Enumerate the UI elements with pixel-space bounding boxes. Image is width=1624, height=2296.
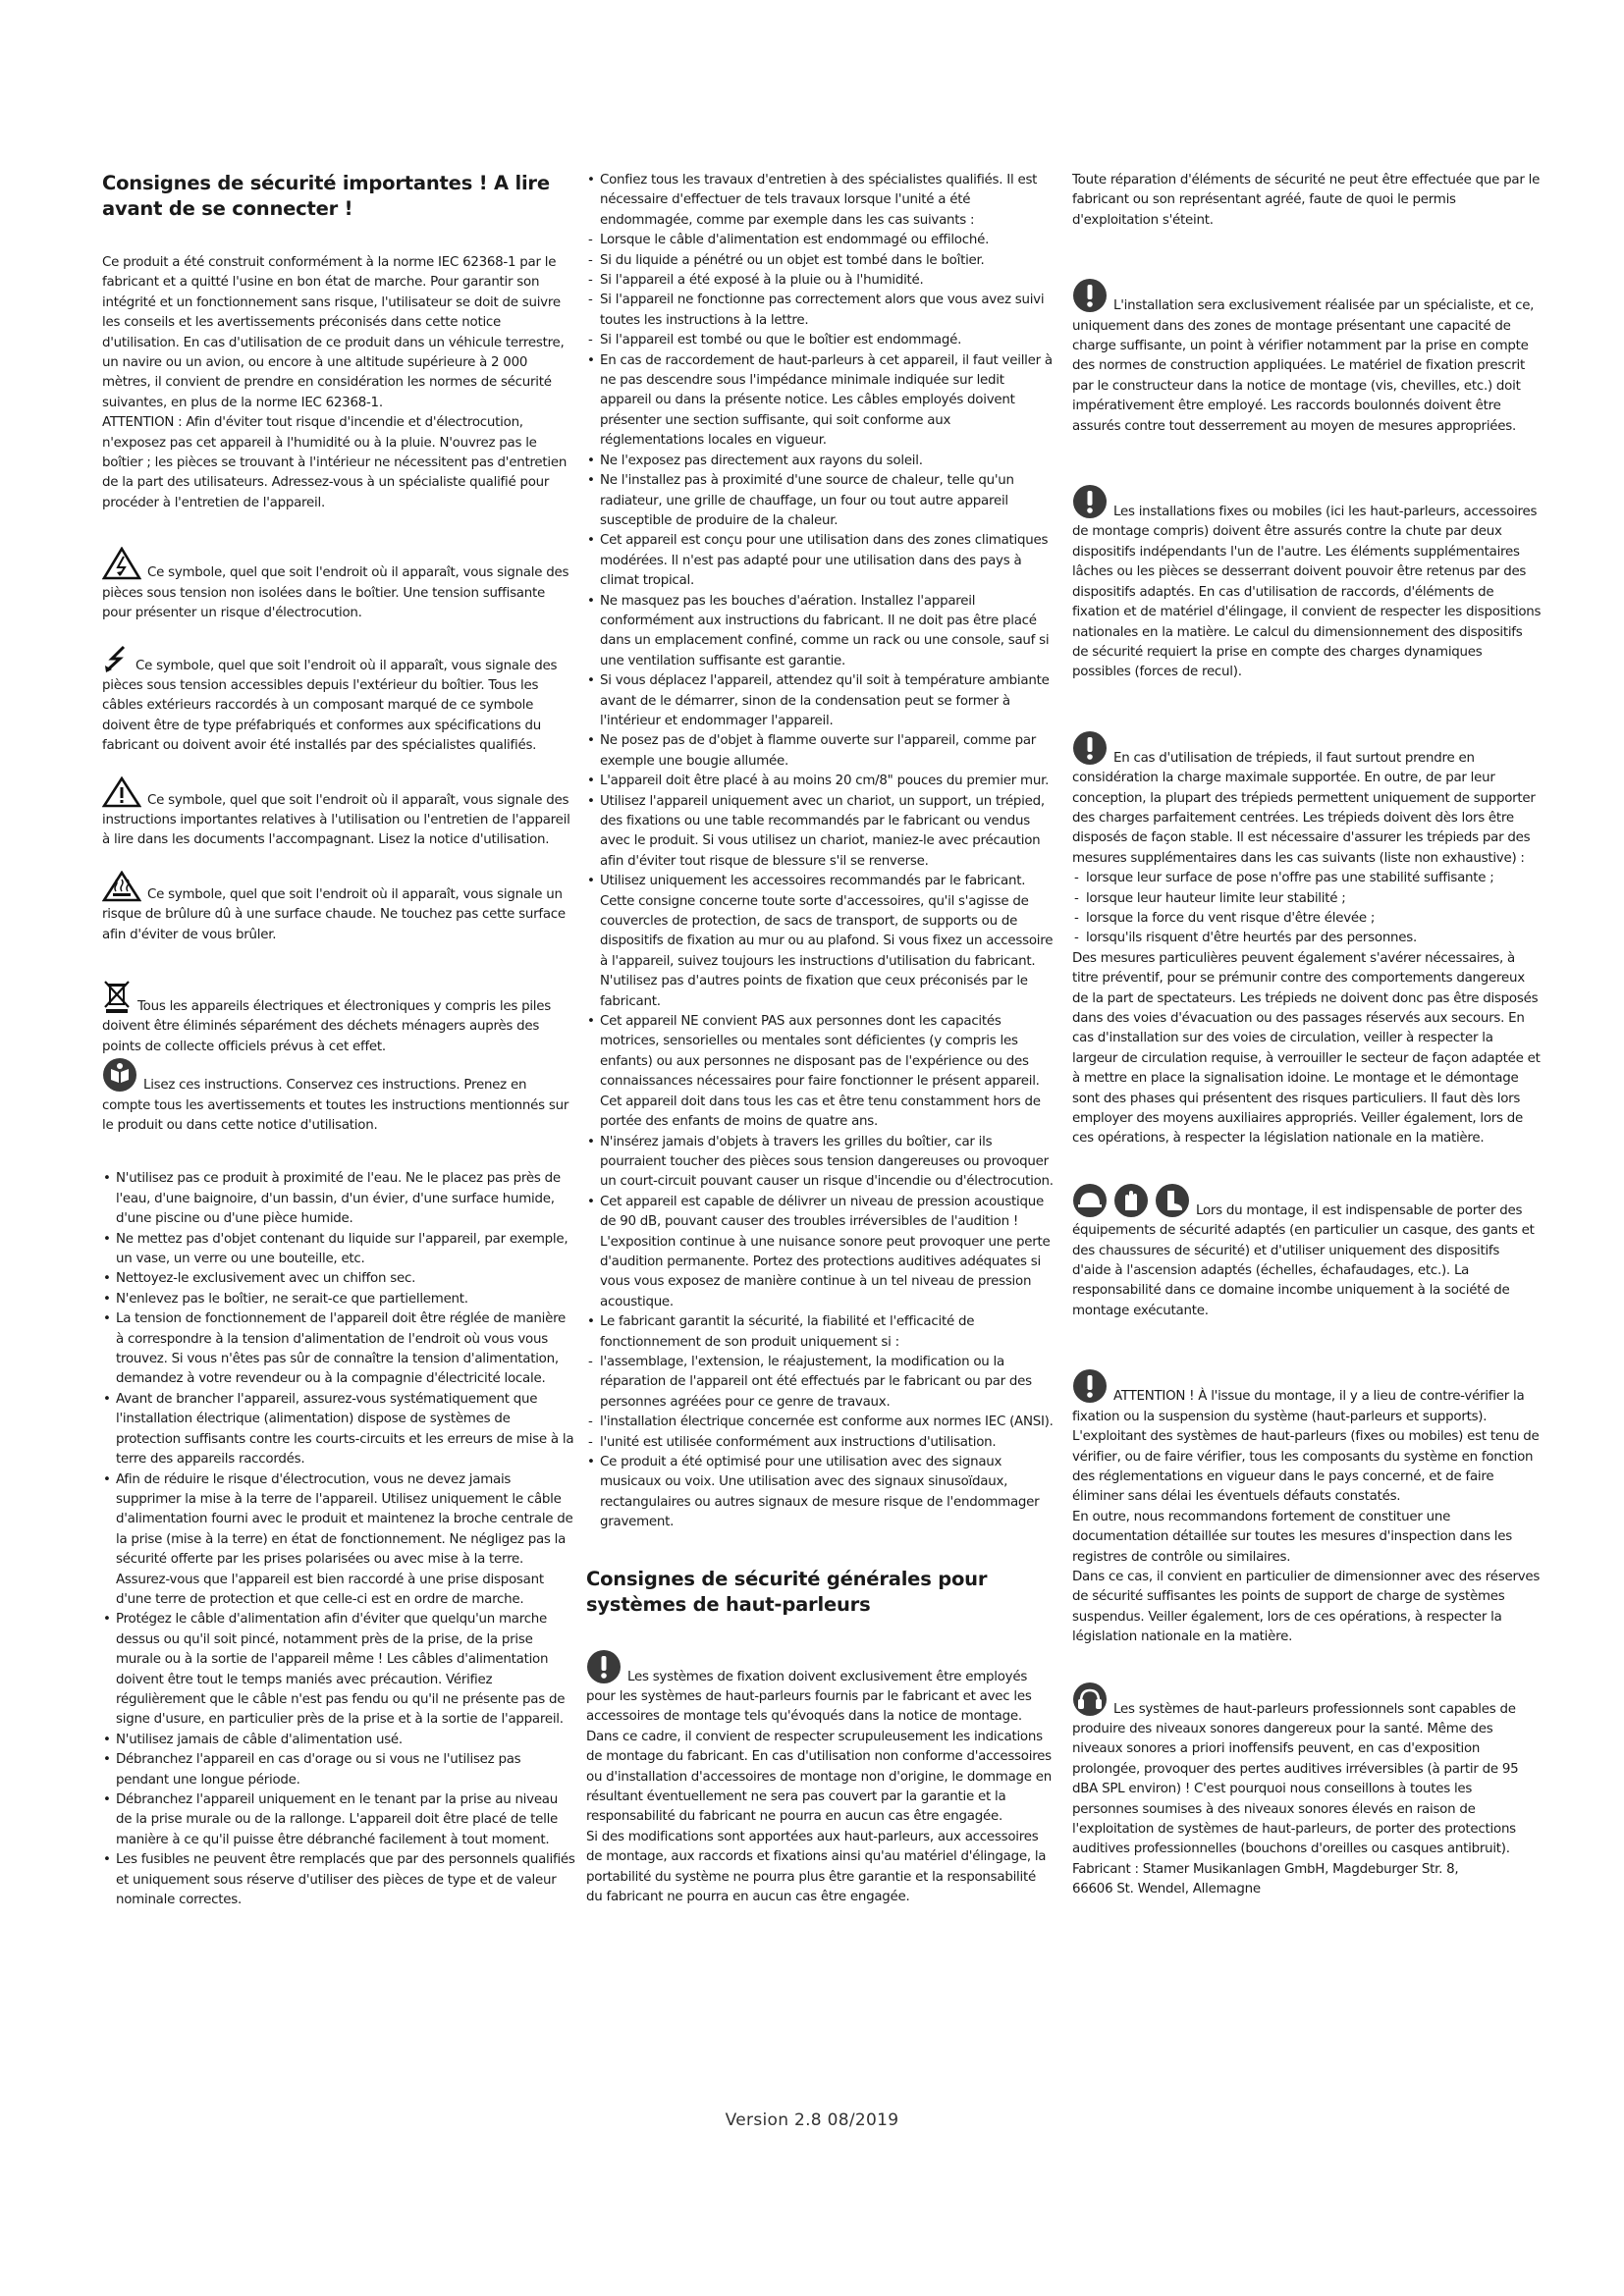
warning-circle-icon <box>1072 730 1108 766</box>
list-item: - l'assemblage, l'extension, le réajustement, la modification ou la réparation de l'appareil ont été effectués par le fabricant ou par des personnes agréées pour ce genre de travaux. <box>586 1353 1054 1413</box>
list-item: - lorsque leur hauteur limite leur stabilité ; <box>1072 889 1542 909</box>
hot-surface-icon <box>102 871 141 902</box>
list-item: • Confiez tous les travaux d'entretien à des spécialistes qualifiés. Il est nécessaire d'effectuer de tels travaux lorsque l'unité a été endommagée, comme par exemple dans les cas suivants : <box>586 171 1054 231</box>
lightning-triangle-icon <box>102 547 141 580</box>
list-item: • Avant de brancher l'appareil, assurez-vous systématiquement que l'installation électrique (alimentation) dispose de systèmes de protection suffisants contre les courts-circuits et les erreurs de mise à la terre des appareils raccordés. <box>102 1390 575 1470</box>
fixation-text: Les systèmes de fixation doivent exclusivement être employés pour les systèmes de haut-parleurs fournis par le fabricant et avec les accessoires de montage tels qu'évoqués dans la notice de montage. Dans ce cadre, il convient de respecter scrupuleusement les indications de montage du fabricant. En cas d'utilisation non conforme d'accessoires ou d'installation d'accessoires de montage non d'origine, le dommage en résultant éventuellement ne sera pas couvert par la garantie et la responsabilité du fabricant ne pourra en aucun cas être engagée. <box>586 1669 1053 1825</box>
symbol-read-text: Lisez ces instructions. Conservez ces instructions. Prenez en compte tous les avertissements et toutes les instructions mentionnés sur le produit ou dans cette notice d'utilisation. <box>102 1078 569 1133</box>
warning-circle-icon <box>1072 484 1108 519</box>
read-manual-icon <box>102 1057 137 1093</box>
list-item: • N'insérez jamais d'objets à travers les grilles du boîtier, car ils pourraient toucher des pièces sous tension dangereuses ou provoquer un court-circuit pouvant causer un risque d'incendie ou d'électrocution. <box>586 1133 1054 1193</box>
list-item: • Débranchez l'appareil en cas d'orage ou si vous ne l'utilisez pas pendant une longue période. <box>102 1750 575 1790</box>
fixation-paragraph <box>586 1649 1054 1828</box>
crossed-bin-icon <box>102 979 132 1014</box>
lightning-bolt-icon <box>102 644 130 673</box>
list-item: - Si l'appareil a été exposé à la pluie ou à l'humidité. <box>586 271 1054 291</box>
list-item: • En cas de raccordement de haut-parleurs à cet appareil, il faut veiller à ne pas descendre sous l'impédance minimale indiquée sur ledit appareil ou dans la présente notice. Les câbles employés doivent présenter une section suffisante, qui soit conforme aux réglementations locales en vigueur. <box>586 351 1054 452</box>
symbol-hot-text: Ce symbole, quel que soit l'endroit où il apparaît, vous signale un risque de brûlure dû à une surface chaude. Ne touchez pas cette surface afin d'éviter de vous brûler. <box>102 886 566 942</box>
list-item: - lorsque leur surface de pose n'offre pas une stabilité suffisante ; <box>1072 869 1542 888</box>
warning-circle-icon <box>1072 278 1108 313</box>
sound-paragraph <box>1072 1682 1542 1860</box>
symbol-bolt-text: Ce symbole, quel que soit l'endroit où il apparaît, vous signale des pièces sous tension accessibles depuis l'extérieur du boîtier. Tous les câbles extérieurs raccordés à un composant marqué de ce symbole doivent être de type préfabriqués et conformes aux spécifications du fabricant ou doivent avoir été installés par des spécialistes qualifiés. <box>102 658 558 754</box>
attention-check-paragraph <box>1072 1368 1542 1427</box>
warning-circle-icon <box>1072 1368 1108 1404</box>
list-item: • La tension de fonctionnement de l'appareil doit être réglée de manière à correspondre à la tension d'alimentation de l'endroit où vous vous trouvez. Si vous n'êtes pas sûr de connaître la tension d'alimentation, demandez à votre revendeur ou à la compagnie d'électricité locale. <box>102 1309 575 1390</box>
ppe-paragraph <box>1072 1183 1542 1321</box>
list-item: • Utilisez l'appareil uniquement avec un chariot, un support, un trépied, des fixations ou une table recommandés par le fabricant ou vendus avec le produit. Si vous utilisez un chariot, maniez-le avec précaution afin d'éviter tout risque de blessure s'il se renverse. <box>586 792 1054 873</box>
symbol-exclaim-text: Ce symbole, quel que soit l'endroit où il apparaît, vous signale des instructions importantes relatives à l'utilisation ou l'entretien de l'appareil à lire dans les documents l'accompagnant. Lisez la notice d'utilisation. <box>102 792 570 848</box>
list-item: - lorsqu'ils risquent d'être heurtés par des personnes. <box>1072 929 1542 948</box>
symbol-weee-paragraph <box>102 979 575 1057</box>
device-bullet-list <box>586 351 1054 1353</box>
optimized-bullet <box>586 1453 1054 1533</box>
operator-paragraph: L'exploitant des systèmes de haut-parleurs (fixes ou mobiles) est tenu de vérifier, ou de faire vérifier, tous les composants du système en fonction des réglementations en vigueur dans le pays concerné, et de faire éliminer sans délai les éventuels défauts constatés. <box>1072 1429 1540 1505</box>
symbol-voltage-paragraph <box>102 547 575 623</box>
helmet-icon <box>1072 1183 1108 1218</box>
service-cases-list <box>586 231 1054 350</box>
tripods-paragraph <box>1072 730 1542 869</box>
safety-bullet-list <box>102 1169 575 1910</box>
symbol-exclaim-paragraph <box>102 776 575 851</box>
fixed-mobile-text: Les installations fixes ou mobiles (ici les haut-parleurs, accessoires de montage compris) doivent être assurés contre la chute par deux dispositifs indépendants l'un de l'autre. Les éléments supplémentaires lâches ou les pièces se desserrant doivent pouvoir être retenus par des dispositifs adaptés. En cas d'utilisation de raccords, d'éléments de fixation et de matériel d'élingage, il convient de respecter les dispositions nationales en la matière. Le calcul du dimensionnement des dispositifs de sécurité requiert la prise en compte des charges dynamiques possibles (forces de recul). <box>1072 505 1542 680</box>
tripod-cases-list <box>1072 869 1542 949</box>
list-item: • Ne l'exposez pas directement aux rayons du soleil. <box>586 452 1054 471</box>
list-item: - Si du liquide a pénétré ou un objet est tombé dans le boîtier. <box>586 251 1054 271</box>
tripods-text: En cas d'utilisation de trépieds, il faut surtout prendre en considération la charge maximale supportée. En outre, de par leur conception, la plupart des trépieds permettent uniquement de supporter des charges parfaitement centrées. Les trépieds doivent dès lors être disposés de façon stable. Il est nécessaire d'assurer les trépieds par des mesures supplémentaires dans les cas suivants (liste non exhaustive) : <box>1072 750 1536 866</box>
intro-paragraph: Ce produit a été construit conformément à la norme IEC 62368-1 par le fabricant et a quitté l'usine en bon état de marche. Pour garantir son intégrité et un fonctionnement sans risque, l'utilisateur se doit de suivre les conseils et les avertissements préconisés dans cette notice d'utilisation. En cas d'utilisation de ce produit dans un véhicule terrestre, un navire ou un avion, ou encore à une altitude supérieure à 2 000 mètres, il convient de prendre en considération les normes de sécurité suivantes, en plus de la norme IEC 62368-1. <box>102 255 565 410</box>
sound-text: Les systèmes de haut-parleurs professionnels sont capables de produire des niveaux sonores dangereux pour la santé. Même des niveaux sonores a priori inoffensifs peuvent, en cas d'exposition prolongée, provoquer des pertes auditives irréversibles (à partir de 95 dBA SPL environ) ! C'est pourquoi nous conseillons à toutes les personnes soumises à des niveaux sonores élevés en raison de l'exploitation de systèmes de haut-parleurs, de porter des protections auditives professionnelles (bouchons d'oreilles ou casques antibruit). <box>1072 1701 1519 1857</box>
manufacturer-line: Fabricant : Stamer Musikanlagen GmbH, Magdeburger Str. 8, <box>1072 1861 1459 1877</box>
list-item: - lorsque la force du vent risque d'être élevée ; <box>1072 909 1542 929</box>
list-item: • Protégez le câble d'alimentation afin d'éviter que quelqu'un marche dessus ou qu'il soit pincé, notamment près de la prise, de la prise murale ou à la sortie de l'appareil même ! Les câbles d'alimentation doivent être tout le temps maniés avec précaution. Vérifiez régulièrement que le câble n'est pas fendu ou qu'il ne présente pas de signe d'usure, en particulier près de la prise et à la sortie de l'appareil. <box>102 1610 575 1730</box>
list-item: • Cet appareil NE convient PAS aux personnes dont les capacités motrices, sensorielles ou mentales sont déficientes (y compris les enfants) ou aux personnes ne disposant pas de l'expérience ou des connaissances nécessaires pour faire fonctionner le présent appareil. Cet appareil doit dans tous les cas et être tenu constamment hors de portée des enfants de moins de quatre ans. <box>586 1012 1054 1132</box>
list-item: • Le fabricant garantit la sécurité, la fiabilité et l'efficacité de fonctionnement de son produit uniquement si : <box>586 1312 1054 1353</box>
column-1 <box>102 171 575 1910</box>
list-item: • Si vous déplacez l'appareil, attendez qu'il soit à température ambiante avant de le démarrer, sinon de la condensation peut se former à l'intérieur et endommager l'appareil. <box>586 671 1054 731</box>
symbol-bolt-paragraph <box>102 644 575 757</box>
warning-circle-icon <box>586 1649 622 1684</box>
list-item: • Ne l'installez pas à proximité d'une source de chaleur, telle qu'un radiateur, une grille de chauffage, un four ou tout autre appareil susceptible de produire de la chaleur. <box>586 471 1054 531</box>
column-3 <box>1072 171 1542 1900</box>
safety-boots-icon <box>1155 1183 1190 1218</box>
installation-text: L'installation sera exclusivement réalisée par un spécialiste, et ce, uniquement dans des zones de montage présentant une capacité de charge suffisante, un point à vérifier notamment par la prise en compte des normes de construction appliquées. Le matériel de fixation prescrit par le constructeur dans la notice de montage (vis, chevilles, etc.) doit impérativement être employé. Les raccords boulonnés doivent être assurés contre tout desserrement au moyen de mesures appropriées. <box>1072 298 1535 434</box>
service-bullet <box>586 171 1054 231</box>
repair-paragraph: Toute réparation d'éléments de sécurité ne peut être effectuée que par le fabricant ou son représentant agréé, faute de quoi le permis d'exploitation s'éteint. <box>1072 173 1541 228</box>
fixed-mobile-paragraph <box>1072 484 1542 683</box>
modifications-paragraph: Si des modifications sont apportées aux haut-parleurs, aux accessoires de montage, aux raccords et fixations ainsi qu'au matériel d'élingage, la portabilité du système ne pourra plus être garantie et la responsabilité du fabricant ne pourra en aucun cas être engagée. <box>586 1829 1047 1905</box>
installation-paragraph <box>1072 278 1542 437</box>
symbol-weee-text: Tous les appareils électriques et électroniques y compris les piles doivent être éliminés séparément des déchets ménagers auprès des points de collecte officiels prévus à cet effet. <box>102 998 551 1054</box>
documentation-paragraph: En outre, nous recommandons fortement de constituer une documentation détaillée sur toutes les mesures d'inspection dans les registres de contrôle ou similaires. <box>1072 1509 1512 1565</box>
list-item: • Ne mettez pas d'objet contenant du liquide sur l'appareil, par exemple, un vase, un verre ou une bouteille, etc. <box>102 1230 575 1270</box>
list-item: • N'utilisez jamais de câble d'alimentation usé. <box>102 1731 575 1750</box>
page-title: Consignes de sécurité importantes ! A lire avant de se connecter ! <box>102 172 550 220</box>
exclamation-triangle-icon <box>102 776 141 808</box>
attention-paragraph: ATTENTION : Afin d'éviter tout risque d'incendie et d'électrocution, n'exposez pas cet appareil à l'humidité ou à la pluie. N'ouvrez pas le boîtier ; les pièces se trouvant à l'intérieur ne nécessitent pas d'entretien de la part des utilisateurs. Adressez-vous à un spécialiste qualifié pour procéder à l'entretien de l'appareil. <box>102 415 568 510</box>
attention-check-text: ATTENTION ! À l'issue du montage, il y a lieu de contre-vérifier la fixation ou la suspension du système (haut-parleurs et supports). <box>1072 1389 1525 1424</box>
list-item: • N'enlevez pas le boîtier, ne serait-ce que partiellement. <box>102 1290 575 1309</box>
list-item: - l'unité est utilisée conformément aux instructions d'utilisation. <box>586 1433 1054 1453</box>
ppe-text: Lors du montage, il est indispensable de porter des équipements de sécurité adaptés (en particulier un casque, des gants et des chaussures de sécurité) et d'utiliser uniquement des dispositifs d'aide à l'ascension adaptés (échelles, échafaudages, etc.). La responsabilité dans ce domaine incombe uniquement à la société de montage exécutante. <box>1072 1202 1535 1318</box>
list-item: • Nettoyez-le exclusivement avec un chiffon sec. <box>102 1269 575 1289</box>
list-item: • Débranchez l'appareil uniquement en le tenant par la prise au niveau de la prise murale ou de la rallonge. L'appareil doit être placé de telle manière à ce qu'il puisse être débranché facilement à tout moment. <box>102 1790 575 1850</box>
list-item: • Utilisez uniquement les accessoires recommandés par le fabricant. Cette consigne concerne toute sorte d'accessoires, qu'il s'agisse de couvercles de protection, de sacs de transport, de supports ou de dispositifs de fixation au mur ou au plafond. Si vous fixez un accessoire à l'appareil, suivez toujours les instructions d'utilisation du fabricant. N'utilisez pas d'autres points de fixation que ceux préconisés par le fabricant. <box>586 872 1054 1012</box>
reserves-paragraph: Dans ce cas, il convient en particulier de dimensionner avec des réserves de sécurité suffisantes les points de support de charge de systèmes suspendus. Veiller également, lors de ces opérations, à respecter la législation nationale en la matière. <box>1072 1569 1541 1645</box>
list-item: • Ne masquez pas les bouches d'aération. Installez l'appareil conformément aux instructions du fabricant. Il ne doit pas être placé dans un emplacement confiné, comme un rack ou une console, sauf si une ventilation suffisante est garantie. <box>586 592 1054 672</box>
list-item: • Ce produit a été optimisé pour une utilisation avec des signaux musicaux ou voix. Une utilisation avec des signaux sinusoïdaux, rectangulaires ou autres signaux de mesure risque de l'endommager gravement. <box>586 1453 1054 1533</box>
list-item: - Lorsque le câble d'alimentation est endommagé ou effiloché. <box>586 231 1054 250</box>
list-item: - Si l'appareil ne fonctionne pas correctement alors que vous avez suivi toutes les instructions à la lettre. <box>586 291 1054 331</box>
symbol-read-paragraph <box>102 1057 575 1136</box>
list-item: • N'utilisez pas ce produit à proximité de l'eau. Ne le placez pas près de l'eau, d'une baignoire, d'un bassin, d'un évier, d'une surface humide, d'une piscine ou d'une pièce humide. <box>102 1169 575 1229</box>
tripods-more-paragraph: Des mesures particulières peuvent également s'avérer nécessaires, à titre préventif, pour se prémunir contre des comportements dangereux de la part de spectateurs. Les trépieds ne doivent donc pas être disposés dans des voies d'évacuation ou des passages réservés aux secours. En cas d'installation sur des voies de circulation, veiller à respecter la largeur de circulation requise, à verrouiller le secteur de façon adaptée et à mettre en place la signalisation idoine. Le montage et le démontage sont des phases qui présentent des risques particuliers. Il faut dès lors employer des moyens auxiliaires appropriés. Veiller également, lors de ces opérations, à respecter la législation nationale en la matière. <box>1072 950 1541 1147</box>
gloves-icon <box>1113 1183 1149 1218</box>
list-item: - l'installation électrique concernée est conforme aux normes IEC (ANSI). <box>586 1413 1054 1432</box>
list-item: • Ne posez pas de d'objet à flamme ouverte sur l'appareil, comme par exemple une bougie allumée. <box>586 731 1054 772</box>
section-title-speakers: Consignes de sécurité générales pour systèmes de haut-parleurs <box>586 1567 988 1616</box>
list-item: • Afin de réduire le risque d'électrocution, vous ne devez jamais supprimer la mise à la terre de l'appareil. Utilisez uniquement le câble d'alimentation fourni avec le produit et maintenez la broche centrale de la prise (mise à la terre) en état de fonctionnement. Ne négligez pas la sécurité offerte par les prises polarisées ou avec mise à la terre. Assurez-vous que l'appareil est bien raccordé à une prise disposant d'une terre de protection et que celle-ci est en ordre de marche. <box>102 1470 575 1611</box>
version-footer: Version 2.8 08/2019 <box>725 2110 899 2130</box>
list-item: • Les fusibles ne peuvent être remplacés que par des personnels qualifiés et uniquement sous réserve d'utiliser des pièces de type et de valeur nominale correctes. <box>102 1850 575 1910</box>
symbol-hot-paragraph <box>102 871 575 945</box>
list-item: • Cet appareil est capable de délivrer un niveau de pression acoustique de 90 dB, pouvant causer des troubles irréversibles de l'audition ! L'exposition continue à une nuisance sonore peut provoquer une perte d'audition permanente. Portez des protections auditives adéquates si vous vous exposez de manière continue à un tel niveau de pression acoustique. <box>586 1193 1054 1312</box>
list-item: • Cet appareil est conçu pour une utilisation dans des zones climatiques modérées. Il n'est pas adapté pour une utilisation dans des pays à climat tropical. <box>586 531 1054 591</box>
list-item: - Si l'appareil est tombé ou que le boîtier est endommagé. <box>586 331 1054 350</box>
guarantee-cases-list <box>586 1353 1054 1453</box>
column-2 <box>586 171 1054 1908</box>
ear-protection-icon <box>1072 1682 1108 1717</box>
list-item: • L'appareil doit être placé à au moins 20 cm/8" pouces du premier mur. <box>586 772 1054 791</box>
symbol-voltage-text: Ce symbole, quel que soit l'endroit où il apparaît, vous signale des pièces sous tension non isolées dans le boîtier. Une tension suffisante pour présenter un risque d'électrocution. <box>102 565 569 621</box>
address-line: 66606 St. Wendel, Allemagne <box>1072 1882 1261 1897</box>
